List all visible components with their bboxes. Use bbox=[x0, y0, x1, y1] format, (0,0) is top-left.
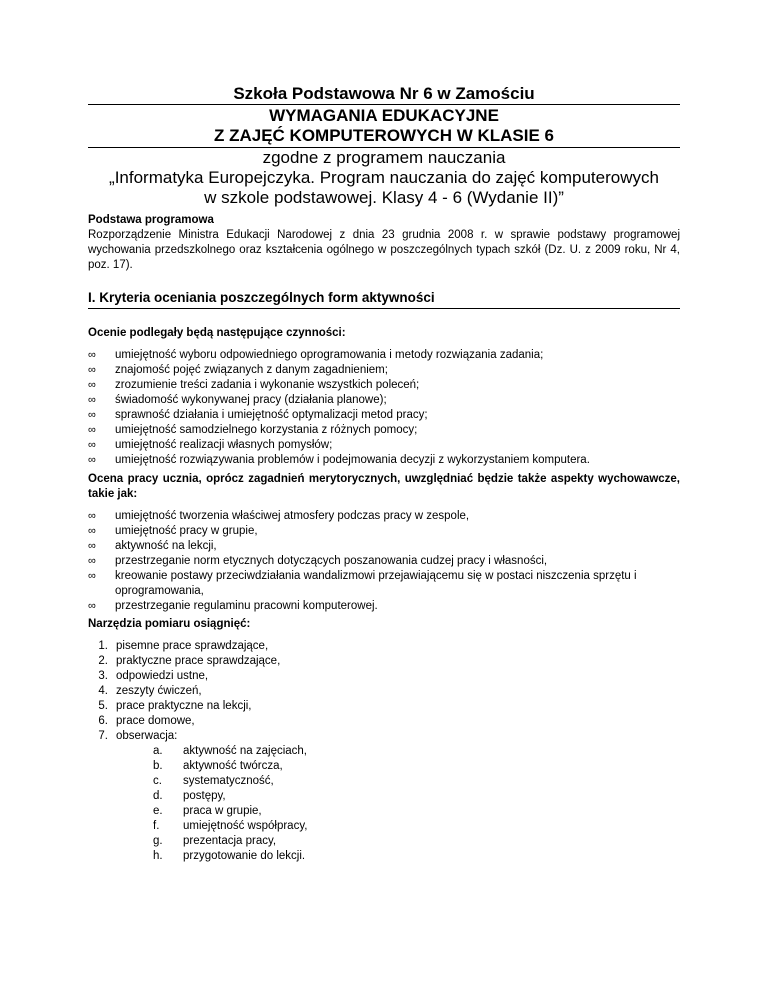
tool-number: 6. bbox=[98, 715, 108, 727]
observation-number: d. bbox=[153, 790, 163, 802]
observation-item bbox=[88, 834, 680, 849]
tool-item bbox=[88, 654, 680, 669]
tools-heading: Narzędzia pomiaru osiągnięć: bbox=[88, 618, 251, 630]
tool-item bbox=[88, 714, 680, 729]
bullet-icon: ∞ bbox=[88, 454, 96, 466]
educational-item bbox=[88, 539, 680, 554]
observation-number: c. bbox=[153, 775, 162, 787]
observation-number: f. bbox=[153, 820, 160, 832]
observation-text: aktywność twórcza, bbox=[183, 760, 283, 772]
bullet-icon: ∞ bbox=[88, 409, 96, 421]
bullet-icon: ∞ bbox=[88, 540, 96, 552]
tool-number: 1. bbox=[98, 640, 108, 652]
observation-item bbox=[88, 759, 680, 774]
tool-number: 2. bbox=[98, 655, 108, 667]
program-basis bbox=[88, 213, 680, 273]
observation-text: systematyczność, bbox=[183, 775, 274, 787]
tools-block bbox=[88, 617, 680, 864]
bullet-icon: ∞ bbox=[88, 394, 96, 406]
observation-item bbox=[88, 849, 680, 864]
observation-text: postępy, bbox=[183, 790, 226, 802]
activity-item bbox=[88, 453, 680, 468]
educational-item bbox=[88, 599, 680, 614]
basis-label: Podstawa programowa bbox=[88, 214, 214, 226]
activities-block bbox=[88, 326, 680, 468]
activity-item bbox=[88, 378, 680, 393]
basis-text: Rozporządzenie Ministra Edukacji Narodowej z dnia 23 grudnia 2008 r. w sprawie podstawy programowej wychowania przedszkolnego oraz kształcenia ogólnego w poszczególnych typach szkół (Dz. U. z 2009 roku, Nr 4, poz. 17). bbox=[88, 229, 680, 271]
document-subtitle bbox=[88, 148, 680, 208]
observation-number: b. bbox=[153, 760, 163, 772]
educational-item-text: przestrzeganie norm etycznych dotyczących poszanowania cudzej pracy i własności, bbox=[115, 555, 548, 567]
activity-item-text: umiejętność realizacji własnych pomysłów; bbox=[115, 439, 333, 451]
educational-item bbox=[88, 554, 680, 569]
activities-list bbox=[88, 348, 680, 468]
tools-list bbox=[88, 639, 680, 744]
educational-heading: Ocena pracy ucznia, oprócz zagadnień merytorycznych, uwzględniać będzie także aspekty wychowawcze, takie jak: bbox=[88, 473, 680, 500]
tool-number: 5. bbox=[98, 700, 108, 712]
title-line-2: Z ZAJĘĆ KOMPUTEROWYCH W KLASIE 6 bbox=[213, 126, 554, 145]
bullet-icon: ∞ bbox=[88, 510, 96, 522]
tool-text: obserwacja: bbox=[116, 730, 178, 742]
tool-item bbox=[88, 699, 680, 714]
activity-item bbox=[88, 408, 680, 423]
title-line-1: WYMAGANIA EDUKACYJNE bbox=[269, 106, 499, 125]
observation-number: e. bbox=[153, 805, 163, 817]
observation-text: umiejętność współpracy, bbox=[183, 820, 308, 832]
tool-text: praktyczne prace sprawdzające, bbox=[116, 655, 281, 667]
tools-sublist bbox=[88, 744, 680, 864]
tool-item bbox=[88, 639, 680, 654]
observation-number: g. bbox=[153, 835, 163, 847]
bullet-icon: ∞ bbox=[88, 555, 96, 567]
observation-text: praca w grupie, bbox=[183, 805, 262, 817]
observation-item bbox=[88, 804, 680, 819]
tool-item bbox=[88, 669, 680, 684]
educational-item bbox=[88, 569, 680, 599]
tool-text: zeszyty ćwiczeń, bbox=[116, 685, 202, 697]
activity-item bbox=[88, 438, 680, 453]
activity-item-text: znajomość pojęć związanych z danym zagadnieniem; bbox=[115, 364, 388, 376]
observation-text: przygotowanie do lekcji. bbox=[183, 850, 306, 862]
bullet-icon: ∞ bbox=[88, 570, 96, 582]
bullet-icon: ∞ bbox=[88, 600, 96, 612]
bullet-icon: ∞ bbox=[88, 379, 96, 391]
activity-item-text: sprawność działania i umiejętność optymalizacji metod pracy; bbox=[115, 409, 428, 421]
observation-number: a. bbox=[153, 745, 163, 757]
activity-item-text: świadomość wykonywanej pracy (działania planowe); bbox=[115, 394, 387, 406]
educational-list bbox=[88, 509, 680, 614]
tool-text: pisemne prace sprawdzające, bbox=[116, 640, 269, 652]
educational-item-text: przestrzeganie regulaminu pracowni komputerowej. bbox=[115, 600, 378, 612]
activities-heading: Ocenie podlegały będą następujące czynności: bbox=[88, 327, 346, 339]
tool-item bbox=[88, 729, 680, 744]
school-name: Szkoła Podstawowa Nr 6 w Zamościu bbox=[88, 84, 680, 105]
tool-text: odpowiedzi ustne, bbox=[116, 670, 209, 682]
tool-number: 7. bbox=[98, 730, 108, 742]
tool-text: prace domowe, bbox=[116, 715, 195, 727]
activity-item-text: umiejętność wyboru odpowiedniego oprogramowania i metody rozwiązania zadania; bbox=[115, 349, 544, 361]
educational-item-text: umiejętność tworzenia właściwej atmosfery podczas pracy w zespole, bbox=[115, 510, 470, 522]
activity-item-text: umiejętność rozwiązywania problemów i podejmowania decyzji z wykorzystaniem komputera. bbox=[115, 454, 590, 466]
bullet-icon: ∞ bbox=[88, 424, 96, 436]
activity-item bbox=[88, 363, 680, 378]
tool-text: prace praktyczne na lekcji, bbox=[116, 700, 252, 712]
activity-item bbox=[88, 393, 680, 408]
educational-item-text: umiejętność pracy w grupie, bbox=[115, 525, 258, 537]
educational-item bbox=[88, 524, 680, 539]
bullet-icon: ∞ bbox=[88, 439, 96, 451]
tool-number: 3. bbox=[98, 670, 108, 682]
observation-item bbox=[88, 819, 680, 834]
bullet-icon: ∞ bbox=[88, 349, 96, 361]
bullet-icon: ∞ bbox=[88, 364, 96, 376]
activity-item-text: umiejętność samodzielnego korzystania z różnych pomocy; bbox=[115, 424, 418, 436]
bullet-icon: ∞ bbox=[88, 525, 96, 537]
section-title: I. Kryteria oceniania poszczególnych form aktywności bbox=[88, 289, 680, 309]
educational-item-text: kreowanie postawy przeciwdziałania wandalizmowi przejawiającemu się w postaci niszczenia sprzętu i oprogramowania, bbox=[115, 570, 637, 597]
document-title bbox=[88, 106, 680, 148]
observation-item bbox=[88, 744, 680, 759]
subtitle-line-2: „Informatyka Europejczyka. Program nauczania do zajęć komputerowych bbox=[109, 168, 659, 187]
tool-item bbox=[88, 684, 680, 699]
observation-text: aktywność na zajęciach, bbox=[183, 745, 308, 757]
observation-item bbox=[88, 789, 680, 804]
educational-item bbox=[88, 509, 680, 524]
activity-item-text: zrozumienie treści zadania i wykonanie wszystkich poleceń; bbox=[115, 379, 420, 391]
educational-item-text: aktywność na lekcji, bbox=[115, 540, 217, 552]
observation-number: h. bbox=[153, 850, 163, 862]
activity-item bbox=[88, 348, 680, 363]
subtitle-line-1: zgodne z programem nauczania bbox=[262, 148, 506, 167]
educational-block bbox=[88, 472, 680, 614]
subtitle-line-3: w szkole podstawowej. Klasy 4 - 6 (Wydanie II)” bbox=[204, 188, 564, 207]
observation-text: prezentacja pracy, bbox=[183, 835, 277, 847]
tool-number: 4. bbox=[98, 685, 108, 697]
activity-item bbox=[88, 423, 680, 438]
observation-item bbox=[88, 774, 680, 789]
